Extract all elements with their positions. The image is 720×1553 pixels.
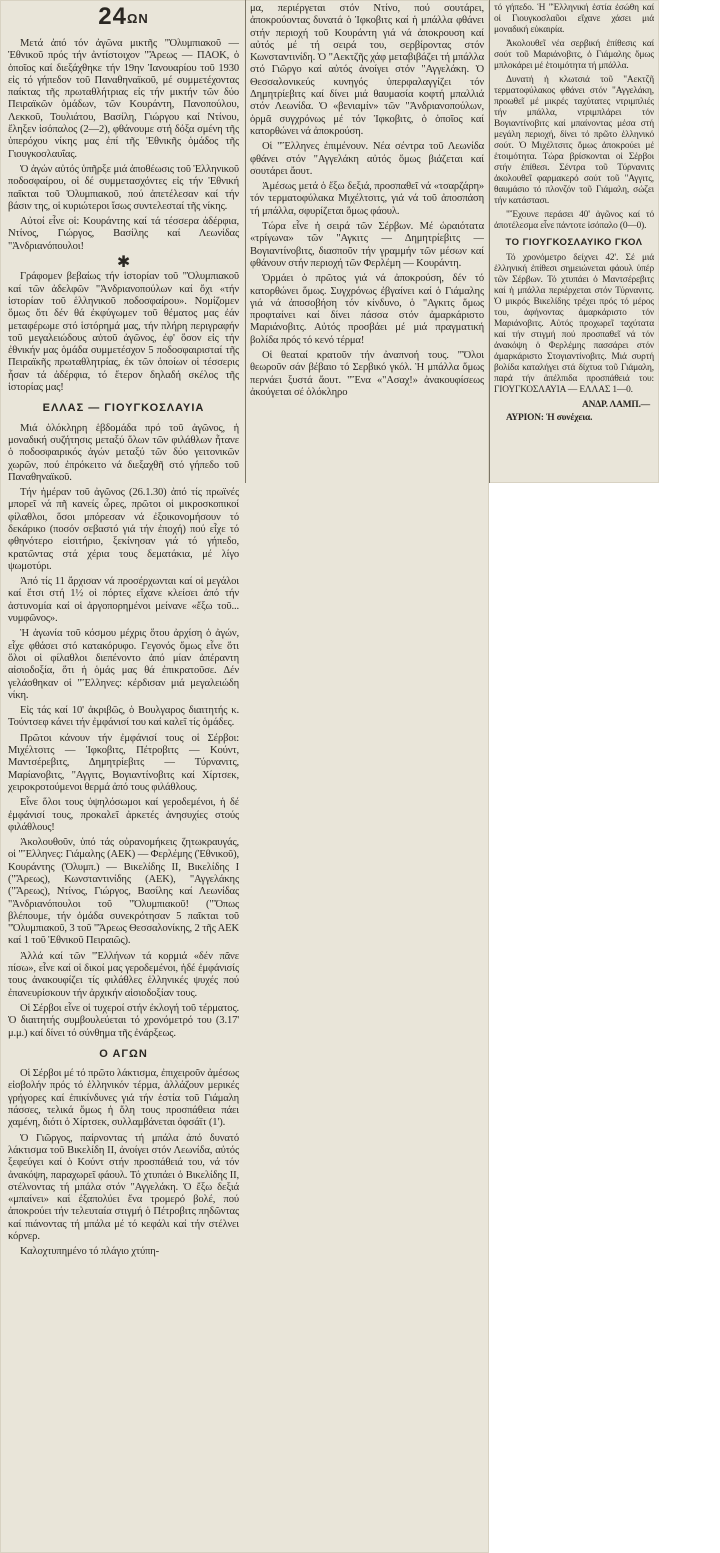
paragraph: Ὁ Γιῶργος, παίρνοντας τή μπάλα ἀπό δυνατό λάκτισμα τοῦ Βικελίδη ΙΙ, ἀνοίγει στόν Λεωνίδα, αὐτός ξεφεύγει καί ὁ Κούντ στήν προσπάθειά του, νά τόν ἀνακόψη, παραχωρεῖ φάουλ. Τό χτυπάει ὁ Βικελίδης ΙΙ, στέλνοντας τή μπάλα στόν "Αγγελάκη. Ὁ ἔξω δεξιά «μπαίνει» καί ἐξαπολύει ἕνα τρομερό βολέ, πού ἀποκρούει τήν τελευταία στιγμή ὁ Πέτροβιτς πηδῶντας καί πιάνοντας τή μπάλα μέ τό κεφάλι καί τήν στέλνει κόρνερ. (8, 1132, 239, 1243)
paragraph: Ἀπό τίς 11 ἄρχισαν νά προσέρχωνται καί οἱ μεγάλοι καί ἔτσι στή 1½ οἱ πόρτες εἴχανε κλείσει ἀπό τήν ἀστυνομία καί οἱ ἀργοπορημένοι μείνανε «ἔξω τοῦ... νυμφῶνος». (8, 576, 239, 625)
paragraph: "Ἔχουνε περάσει 40' ἀγῶνος καί τό ἀποτέλεσμα εἶνε πάντοτε ἰσόπαλο (0—0). (494, 210, 654, 231)
paragraph: Οἱ Σέρβοι εἶνε οἱ τυχεροί στήν ἐκλογή τοῦ τέρματος. Ὁ διαιτητής συμβουλεύεται τό χρονόμετρό του (3.17' μ.μ.) καί δίνει τό σύνθημα τῆς ἐνάρξεως. (8, 1002, 239, 1039)
article-column-2 (250, 3, 484, 481)
article-column-3 (494, 3, 654, 481)
paragraph: Οἱ "Ἕλληνες ἐπιμένουν. Νέα σέντρα τοῦ Λεωνίδα φθάνει στόν "Αγγελάκη αὐτός ὅμως βιάζεται καί σουτάρει ἄουτ. (250, 141, 484, 177)
paragraph: Ὁρμάει ὁ πρῶτος γιά νά ἀποκρούση, δέν τό κατορθώνει ὅμως. Συγχρόνως ἐβγαίνει καί ὁ Γιάμαλης γιά νά ἀποσοβήση τόν κίνδυνο, ὁ "Αγκιτς ὅμως προφταίνει καί δίνει πάσσα στόν ἀμαρκάριστο Μαριάνοβιτς. Αὐτός προσβάει μέ μιά πραγματική βολίδα πρός τό κενό τέρμα! (250, 273, 484, 346)
paragraph: Γράφομεν βεβαίως τήν ἱστορίαν τοῦ "Ὀλυμπιακοῦ καί τῶν ἀδελφῶν "Ἀνδριανοπούλων καί ὄχι «τήν ἱστορίαν τοῦ ἑλληνικοῦ ποδοσφαίρου». Νομίζομεν ὅμως ὅτι δέν θά ἐκφύγωμεν τοῦ θέματος μας ἐάν μεταφέρωμε στό ἱστόρημά μας, τήν πλήρη περιγραφήν τοῦ μεγαλειώδους αὐτοῦ ἀγῶνος, ἐφ' ὅσον εἰς τήν ἐθνικήν μας ὁμάδα συμμετέσχον 5 ποδοσφαιρισταί τῆς Πειραϊκῆς πρωταθλητρίας, ἐκ τῶν ὁποίων οἱ τέσσερις ἦσαν τά ἀδέρφια, τό ἕτερον δηλαδή σκέλος τῆς ἱστορίας μας! (8, 271, 239, 394)
paragraph: Τήν ἡμέραν τοῦ ἀγῶνος (26.1.30) ἀπό τίς πρωϊνές μπορεῖ νά πῆ κανείς ὧρες, πρῶτοι οἱ μικροσκοπικοί φίλαθλοι, ὅσοι μπόρεσαν νά ἐξοικονομήσουν τό δεκάρικο (ποσόν σεβαστό γιά τήν ἐποχή) πού εἶχε τό φθηνότερο εἰσιτήριο, ξεκίνησαν γιά τό γήπεδο, κρατῶντας στά χέρια τους δεματάκια, μέ λίγο ψωμοτύρι. (8, 487, 239, 572)
page-number-value: 24 (98, 3, 127, 30)
column-rule (245, 0, 246, 483)
paragraph: Ἀλλά καί τῶν "Ἑλλήνων τά κορμιά «δέν πᾶνε πίσω», εἶνε καί οἱ δικοί μας γεροδεμένοι, ἡδέ ἐμφάνισίς τους ἀνακουφίζει τίς φιλάθλες ἑλληνικές ψυχές πού ἐπανευρίσκουν τήν ἀρχικήν αἰσιοδοξίαν τους. (8, 950, 239, 999)
paragraph: Τό χρονόμετρο δείχνει 42'. Σέ μιά ἑλληνική ἐπίθεσι σημειώνεται φάουλ ὑπέρ τῶν Σέρβων. Τό χτυπάει ὁ Μαντσέρεβιτς καί ἡ μπάλλα περιέρχεται στόν Τύρνανιτς. Ὁ μικρός Βικελίδης τρέχει πρός τό μέρος του, ἀφήνοντας ἀμαρκάριστο τόν Μαριάνοβιτς. Αὐτός προχωρεῖ ταχύτατα καί τήν στιγμή πού προσπαθεῖ νά τόν ἀνακόψη ὁ Φερλέμης πασσάρει στόν ἀμαρκάριστο Στογιαντίνοβιτς. Μιά συρτή βολίδα καταλήγει στά δίχτυα τοῦ Γιάμαλη, παρά τήν ἀπέλπιδα προσπάθειά του: ΓΙΟΥΓΚΟΣΛΑΥΙΑ — ΕΛΛΑΣ 1—0. (494, 253, 654, 395)
continuation-note: ΑΥΡΙΟΝ: Ἡ συνέχεια. (506, 413, 593, 423)
paragraph: Δυνατή ἡ κλωτσιά τοῦ "Αεκτζῆ τερματοφύλακος φθάνει στόν "Αγγελάκη, προωθεῖ μέ μικρές ταχύτατες ντριμπλιές τήν μπάλλα, ντριμπλάρει τόν Βογιαντίνοβιτς καί μπαίνοντας μέσα στή μεγάλη περιοχή, δίνει τό πρῶτο ἑλληνικό σούτ. Ὁ Μιχέλτσιτς ὅμως ἀποκρούει μέ ἑτοιμότητα. Τώρα βρίσκονται οἱ Σέρβοι στήν ἐπίθεσι. Σέντρα τοῦ Τύρνανιτς ἀκολουθεῖ φαρμακερό σούτ τοῦ "Αγγιτς, θαυμάσιο τό πλονζόν τοῦ Γιάμαλη, σώζει τήν κατάστασι. (494, 75, 654, 206)
paragraph: Ἀμέσως μετά ὁ ἔξω δεξιά, προσπαθεῖ νά «τσαρζάρη» τόν τερματοφύλακα Μιχέλτσιτς, γιά νά τοῦ ἀποσπάση τή μπάλλα, σφυρίζεται ὅμως φάουλ. (250, 181, 484, 217)
author-signature: ΑΝΔΡ. ΛΑΜΠ.— (581, 400, 650, 410)
page-number (8, 2, 239, 32)
paragraph: Πρῶτοι κάνουν τήν ἐμφάνισί τους οἱ Σέρβοι: Μιχέλτσιτς — Ἰφκοβιτς, Πέτροβιτς — Κούντ, Μαντσέρεβιτς, Δημητρίεβιτς — Τύρνανιτς, Μαρίανοβιτς, "Αγγιτς, Βογιαντίνοβιτς καί Χίρτσεκ, χειροκροτούμενοι θερμά ἀπό τους φιλάθλους. (8, 732, 239, 793)
paragraph: Αὐτοί εἶνε οἱ: Κουράντης καί τά τέσσερα ἀδέρφια, Ντίνος, Γιώργος, Βασίλης καί Λεωνίδας "Ἀνδριανόπουλοι! (8, 216, 239, 252)
star-separator-icon: ✱ (116, 254, 131, 272)
paragraph: Οἱ Σέρβοι μέ τό πρῶτο λάκτισμα, ἐπιχειροῦν ἀμέσως εἰσβολήν πρός τό ἑλληνικόν τέρμα, ἀλλάζουν μερικές γρήγορες καί ἐπικίνδυνες γιά τήν ἑστία τοῦ Γιάμαλη πάσσες, τελικά ὅμως ἡ ὅλη τους προσπάθεια πάει χαμένη, διότι ὁ Χίρτσεκ, συλλαμβάνεται ὀφσάϊτ (1'). (8, 1068, 239, 1129)
article-column-1 (8, 0, 239, 1553)
paragraph: Καλοχτυπημένο τό πλάγιο χτύπη- (20, 1246, 160, 1258)
page-number-suffix: ΩΝ (126, 11, 149, 26)
paragraph: Ἀκολουθεῖ νέα σερβική ἐπίθεσις καί σούτ τοῦ Μαριάνοβιτς, ὁ Γιάμαλης ὅμως μπλοκάρει μέ ἑτοιμότητα τή μπάλλα. (494, 39, 654, 71)
paragraph: Ἡ ἀγωνία τοῦ κόσμου μέχρις ὅτου ἀρχίση ὁ ἀγών, εἶχε φθάσει στό κατακόρυφο. Γεγονός ὅμως εἶνε ὅτι ὅλοι οἱ φίλαθλοι διεπένοντο ἀπό μίαν ἀπέραντη αἰσιοδοξία, ὅτι ἡ ὁμάς μας θά ἐπικρατοῦσε. Δέν γελάσθηκαν οἱ "Ἕλληνες: κέρδισαν μιά μεγαλειώδη νίκη. (8, 628, 239, 701)
section-heading: Ο ΑΓΩΝ (99, 1047, 148, 1060)
paragraph: τό γήπεδο. Ἡ "Ἑλληνική ἑστία ἐσώθη καί οἱ Γιουγκοσλαῦοι εἴχανε χάσει μιά μοναδική εὐκαιρία. (494, 3, 654, 35)
paragraph: Ἀκολουθοῦν, ὑπό τάς οὐρανομήκεις ζητωκραυγάς, οἱ "Ἕλληνες: Γιάμαλης (ΑΕΚ) — Φερλέμης (Ἐθνικοῦ), Κουράντης (Ὀλυμπ.) — Βικελίδης ΙΙ, Βικελίδης Ι ("Ἄρεως), Κωνσταντινίδης (ΑΕΚ), "Αγγελάκης ("Ἄρεως), Ντίνος, Γιώργος, Βασίλης καί Λεωνίδας "Ἀνδριανόπουλοι τοῦ "Ὀλυμπιακοῦ! ("Ὅπως βλέπουμε, τήν ὁμάδα συνεκρότησαν 5 παῖκται τοῦ "Ὀλυμπιακοῦ, 3 τοῦ "Ἄρεως Θεσσαλονίκης, 2 τῆς ΑΕΚ καί 1 τοῦ Ἐθνικοῦ Πειραιῶς). (8, 837, 239, 947)
paragraph: Μετά ἀπό τόν ἀγῶνα μικτῆς "Ὀλυμπιακοῦ — Ἐθνικοῦ πρός τήν ἀντίστοιχον "Ἄρεως — ΠΑΟΚ, ὁ ὁποῖος καί διεξάχθηκε τήν 19ην Ἰανουαρίου τοῦ 1930 εἰς τό γήπεδον τοῦ Παναθηναϊκοῦ, μέ συμμετέχοντας παίκτας τῆς πρωταθλήτριας εἰς τήν μικτήν τῶν δύο Πειραϊκῶν ὁμάδων, τῶν Κουράντη, Πανοπούλου, Λεκκοῦ, Τουλιάτου, Βασίλη, Γιώργου καί Ντίνου, ἔληξεν ἰσόπαλος (2—2), φθάνουμε στή δόξα σμένη τῆς ὑπερόχου νίκης μας ἐπί τῆς Ἐθνικῆς ὁμάδος τῆς Γιουγκοσλαυΐας. (8, 38, 239, 160)
paragraph: Εἶνε ὅλοι τους ὑψηλόσωμοι καί γεροδεμένοι, ἡ δέ ἐμφάνισί τους, προκαλεῖ ἀρκετές ἀνησυχίες στούς φιλάθλους! (8, 797, 239, 833)
section-heading: ΕΛΛΑΣ — ΓΙΟΥΓΚΟΣΛΑΥΙΑ (42, 402, 205, 415)
paragraph: Τώρα εἶνε ἡ σειρά τῶν Σέρβων. Μέ ὡραιότατα «τρίγωνα» τῶν "Αγκιτς — Δημητρίεβιτς — Βογιαντίνοβιτς, διασποῦν τήν γραμμήν τῶν μέσων καί φθάνουν στήν περιοχή τῶν Φερλέμη — Κουράντη. (250, 221, 484, 269)
column-rule (489, 0, 490, 483)
paragraph: Μιά ὁλόκληρη ἑβδομάδα πρό τοῦ ἀγῶνος, ἡ μοναδική συζήτησις μεταξύ ὅλων τῶν φιλάθλων ἦτανε ὁ ποδοσφαιρικός ἀγών μεταξύ τῶν δύο γειτονικῶν χωρῶν, πού ἐπρόκειτο νά διεξαχθῆ στό γήπεδο τοῦ Παναθηναϊκοῦ. (8, 422, 239, 483)
section-heading: ΤΟ ΓΙΟΥΓΚΟΣΛΑΥΙΚΟ ΓΚΟΛ (505, 237, 643, 248)
paragraph: Εἰς τάς καί 10' ἀκριβῶς, ὁ Βουλγαρος διαιτητής κ. Τούντσεφ κάνει τήν ἐμφάνισί του καί καλεῖ τίς ὁμάδες. (8, 705, 239, 729)
paragraph: Ὁ ἀγών αὐτός ὑπῆρξε μιά ἀποθέωσις τοῦ Ἑλληνικοῦ ποδοσφαίρου, οἱ δέ συμμετασχόντες εἰς τήν Ἐθνική παῖκται τοῦ Ὀλυμπιακοῦ, πού ἀπετέλεσαν καί τήν βάσιν της, οἱ κυριώτεροι ἴσως συντελεσταί τῆς νίκης. (8, 163, 239, 212)
paragraph: Οἱ θεαταί κρατοῦν τήν ἀναπνοή τους. "Ὅλοι θεωροῦν σάν βέβαιο τό Σερβικό γκόλ. Ἡ μπάλλα ὅμως περνάει ξυστά ἄουτ. "Ἕνα «"Ασαχ!» ἀνακουφίσεως ἀκούγεται σέ ὁλόκληρο (250, 350, 484, 398)
paragraph: μα, περιέργεται στόν Ντίνο, πού σουτάρει, ἀποκρούοντας δυνατά ὁ Ἰφκοβιτς καί ἡ μπάλλα φθάνει στήν περιοχή τοῦ Κουράντη γιά νά ἀποκρουση καί αὐτός μέ τή σειρά του, σερβίροντας στόν Κωνσταντινίδη. Ὁ "Αεκτζῆς χάφ μεταβιβάζει τή μπάλλα στό Γιῶργο καί αὐτός ἀνοίγει στόν "Αγγελάκη. Ὁ Θεσσαλονικεύς κυνηγός ὑπερφαλαγγίζει τόν Δημητρίεβιτς καί δίνει μιά θαυμασία κοφτή μπαλλιά στόν Λεωνίδα. Ὁ «βενιαμίν» τῶν "Ἀνδριανοπούλων, ὁρμᾶ συγχρόνως μέ τόν Ἰφκοβιτς, ὁ ὁποῖος καί κατορθώνει νά ἀποκρούση. (250, 3, 484, 137)
